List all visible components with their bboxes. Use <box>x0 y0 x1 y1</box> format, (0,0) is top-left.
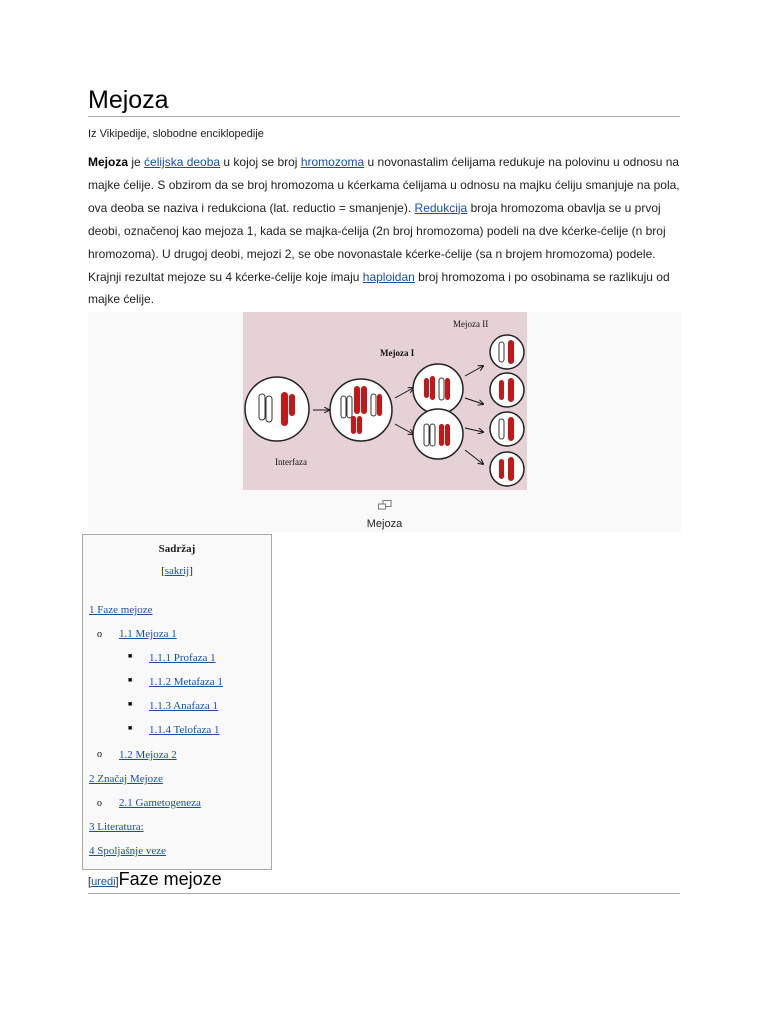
intro-bold-term: Mejoza <box>88 155 129 169</box>
gamete-1 <box>490 335 524 369</box>
table-of-contents <box>82 534 272 870</box>
toc-bullet-square: ■ <box>128 676 133 684</box>
toc-item[interactable]: 1.1.2 Metafaza 1 <box>149 676 223 688</box>
link-cell-division[interactable]: ćelijska deoba <box>144 155 221 169</box>
meiosis-diagram[interactable] <box>243 312 527 490</box>
toc-title: Sadržaj <box>158 543 196 555</box>
link-chromosome[interactable]: hromozoma <box>300 155 365 169</box>
intro-text: broj hromozoma i po osobinama se razlikuju od majke ćelije. <box>88 269 670 307</box>
gamete-3 <box>490 412 524 446</box>
gamete-4 <box>490 452 524 486</box>
label-meiosis-2: Mejoza II <box>453 319 489 329</box>
toc-item[interactable]: 2.1 Gametogeneza <box>119 797 201 809</box>
toc-item[interactable]: 1.1.1 Profaza 1 <box>149 652 216 664</box>
figure-caption: Mejoza <box>366 518 403 530</box>
intro-paragraph <box>88 151 688 311</box>
cell-meiosis-1-daughter-bottom <box>413 409 463 459</box>
label-interphase: Interfaza <box>275 457 307 467</box>
toc-item[interactable]: 1.1.4 Telofaza 1 <box>149 724 220 736</box>
section-title: Faze mejoze <box>118 869 222 889</box>
toc-item[interactable]: 1 Faze mejoze <box>89 604 153 616</box>
toc-bullet-circle: o <box>97 629 102 640</box>
link-haploid[interactable]: haploidan <box>362 269 415 284</box>
toc-bullet-circle: o <box>97 798 102 809</box>
toc-item[interactable]: 1.1 Mejoza 1 <box>119 628 177 640</box>
link-reduction[interactable]: Redukcija <box>414 200 468 215</box>
toc-hide-toggle: [sakrij] <box>161 565 193 577</box>
intro-text: u kojoj se broj <box>220 155 301 169</box>
cell-interphase <box>245 377 309 441</box>
intro-text: u novonastalim ćelijama redukuje na polovinu u odnosu na majke ćelije. S obzirom da se broj hromozoma u kćerkama ćelijama u odnosu na majku ćeliju smanjuje na pola, ova deoba se naziva i redukciona (lat. reductio = smanjenje). <box>88 155 680 215</box>
toc-bullet-square: ■ <box>128 724 133 732</box>
cell-meiosis-1-daughter-top <box>413 364 463 414</box>
toc-item[interactable]: 3 Literatura: <box>89 821 144 833</box>
section-divider <box>88 893 680 894</box>
intro-text: broja hromozoma obavlja se u prvoj deobi, označenoj kao mejoza 1, kada se majka-ćelija (2n broj hromozoma) podeli na dve kćerke-ćelije (n broj hromozoma). U drugoj deobi, mejozi 2, se obe novonastale kćerke-ćelije (sa n brojem hromozoma) podele. Krajnji rezultat mejoze su 4 kćerke-ćelije koje imaju <box>88 200 666 284</box>
site-tagline: Iz Vikipedije, slobodne enciklopedije <box>88 128 264 140</box>
cell-meiosis-1 <box>330 379 392 441</box>
label-meiosis-1: Mejoza I <box>380 348 415 358</box>
figure-thumbnail <box>88 312 681 532</box>
edit-section: [uredi] <box>88 876 119 888</box>
page-title: Mejoza <box>88 86 169 114</box>
title-divider <box>88 116 680 117</box>
toc-bullet-square: ■ <box>128 652 133 660</box>
gamete-2 <box>490 373 524 407</box>
enlarge-icon[interactable] <box>378 500 392 510</box>
intro-text: je <box>128 155 145 169</box>
toc-item[interactable]: 4 Spoljašnje veze <box>89 845 166 857</box>
toc-item[interactable]: 2 Značaj Mejoze <box>89 773 163 785</box>
toc-hide-link[interactable]: sakrij <box>164 565 190 577</box>
toc-bullet-square: ■ <box>128 700 133 708</box>
toc-item[interactable]: 1.2 Mejoza 2 <box>119 749 177 761</box>
toc-bullet-circle: o <box>97 749 102 760</box>
section-heading <box>88 869 222 890</box>
edit-link[interactable]: uredi <box>91 876 116 888</box>
toc-item[interactable]: 1.1.3 Anafaza 1 <box>149 700 219 712</box>
